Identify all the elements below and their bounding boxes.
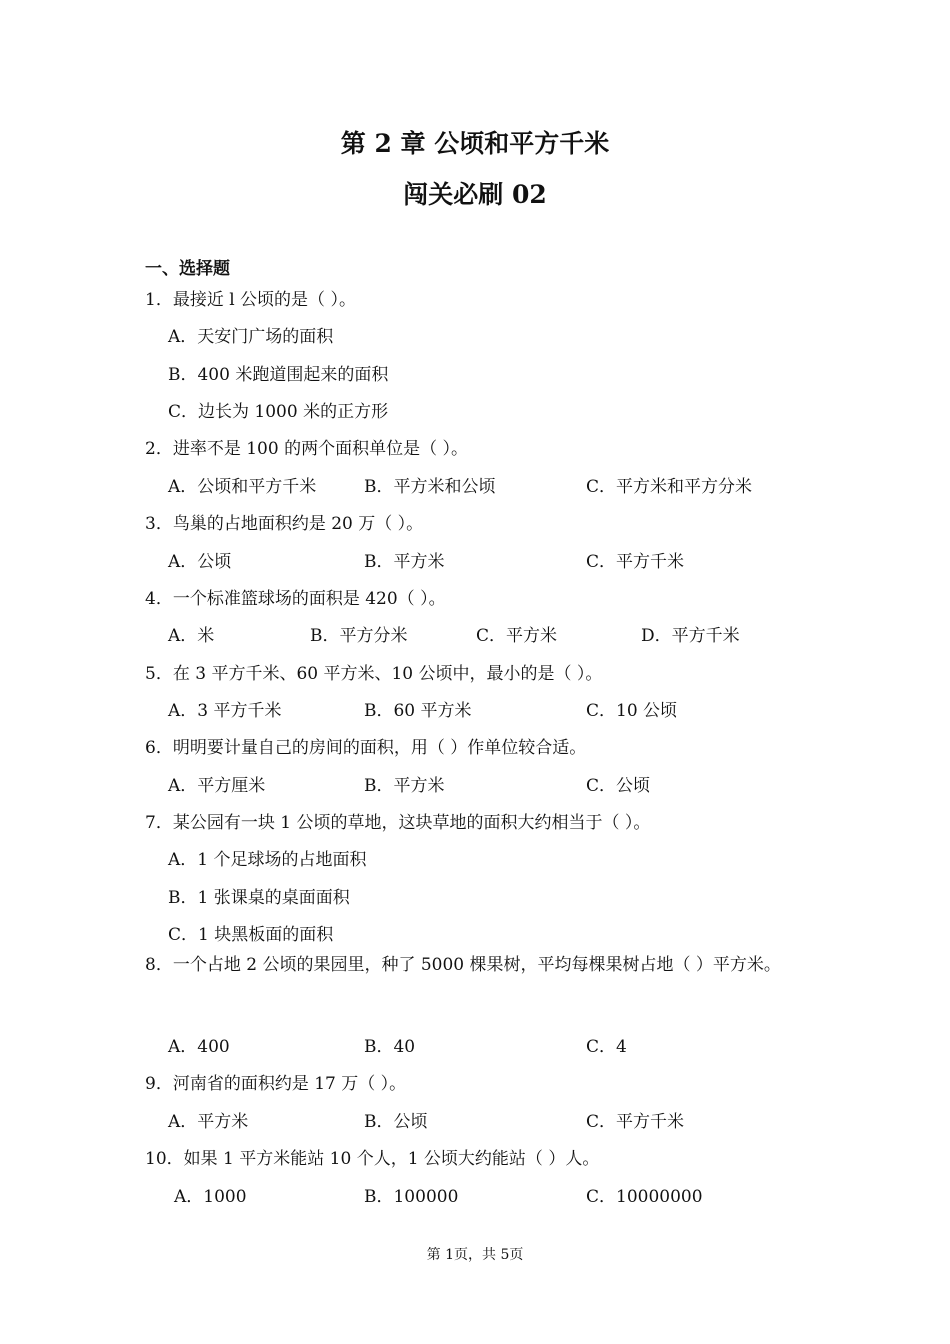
q6-option-c[interactable]: C．公顷 [586,776,651,796]
q5-option-b[interactable]: B．60 平方米 [364,701,472,721]
q4-option-d[interactable]: D．平方千米 [641,626,740,646]
document-subtitle: 闯关必刷 02 [403,180,547,209]
question-10: 10．如果 1 平方米能站 10 个人，1 公顷大约能站（ ）人。 [145,1149,600,1169]
q4-option-a[interactable]: A．米 [168,626,215,646]
q1-option-c[interactable]: C．边长为 1000 米的正方形 [168,402,389,422]
q4-option-c[interactable]: C．平方米 [476,626,558,646]
page-footer: 第 1页，共 5页 [426,1247,524,1263]
q2-option-c[interactable]: C．平方米和平方分米 [586,477,753,497]
q4-option-b[interactable]: B．平方分米 [310,626,408,646]
question-2: 2．进率不是 100 的两个面积单位是（ ）。 [145,439,468,459]
q6-option-a[interactable]: A．平方厘米 [168,776,266,796]
question-8: 8．一个占地 2 公顷的果园里，种了 5000 棵果树，平均每棵果树占地（ ）平方米。 [145,955,781,975]
q1-option-b[interactable]: B．400 米跑道围起来的面积 [168,365,389,385]
q10-option-b[interactable]: B．100000 [364,1187,459,1207]
q7-option-c[interactable]: C．1 块黑板面的面积 [168,925,334,945]
q1-option-a[interactable]: A．天安门广场的面积 [168,327,334,347]
question-7: 7．某公园有一块 1 公顷的草地，这块草地的面积大约相当于（ ）。 [145,813,651,833]
q6-option-b[interactable]: B．平方米 [364,776,445,796]
q9-option-b[interactable]: B．公顷 [364,1112,428,1132]
section-heading: 一、选择题 [145,259,230,279]
q8-option-c[interactable]: C．4 [586,1037,627,1057]
question-5: 5．在 3 平方千米、60 平方米、10 公顷中，最小的是（ ）。 [145,664,603,684]
q7-option-a[interactable]: A．1 个足球场的占地面积 [168,850,367,870]
q8-option-b[interactable]: B．40 [364,1037,416,1057]
question-1: 1．最接近 l 公顷的是（ ）。 [145,290,356,310]
document-title: 第 2 章 公顷和平方千米 [340,129,610,158]
q9-option-a[interactable]: A．平方米 [168,1112,249,1132]
q3-option-c[interactable]: C．平方千米 [586,552,685,572]
q8-option-a[interactable]: A．400 [168,1037,230,1057]
q2-option-a[interactable]: A．公顷和平方千米 [168,477,317,497]
q5-option-a[interactable]: A．3 平方千米 [168,701,282,721]
q5-option-c[interactable]: C．10 公顷 [586,701,678,721]
question-6: 6．明明要计量自己的房间的面积，用（ ）作单位较合适。 [145,738,587,758]
question-4: 4．一个标准篮球场的面积是 420（ ）。 [145,589,446,609]
q10-option-a[interactable]: A．1000 [174,1187,247,1207]
question-3: 3．鸟巢的占地面积约是 20 万（ ）。 [145,514,424,534]
q10-option-c[interactable]: C．10000000 [586,1187,703,1207]
q2-option-b[interactable]: B．平方米和公顷 [364,477,496,497]
q3-option-b[interactable]: B．平方米 [364,552,445,572]
q3-option-a[interactable]: A．公顷 [168,552,232,572]
q9-option-c[interactable]: C．平方千米 [586,1112,685,1132]
q7-option-b[interactable]: B．1 张课桌的桌面面积 [168,888,350,908]
question-9: 9．河南省的面积约是 17 万（ ）。 [145,1074,407,1094]
